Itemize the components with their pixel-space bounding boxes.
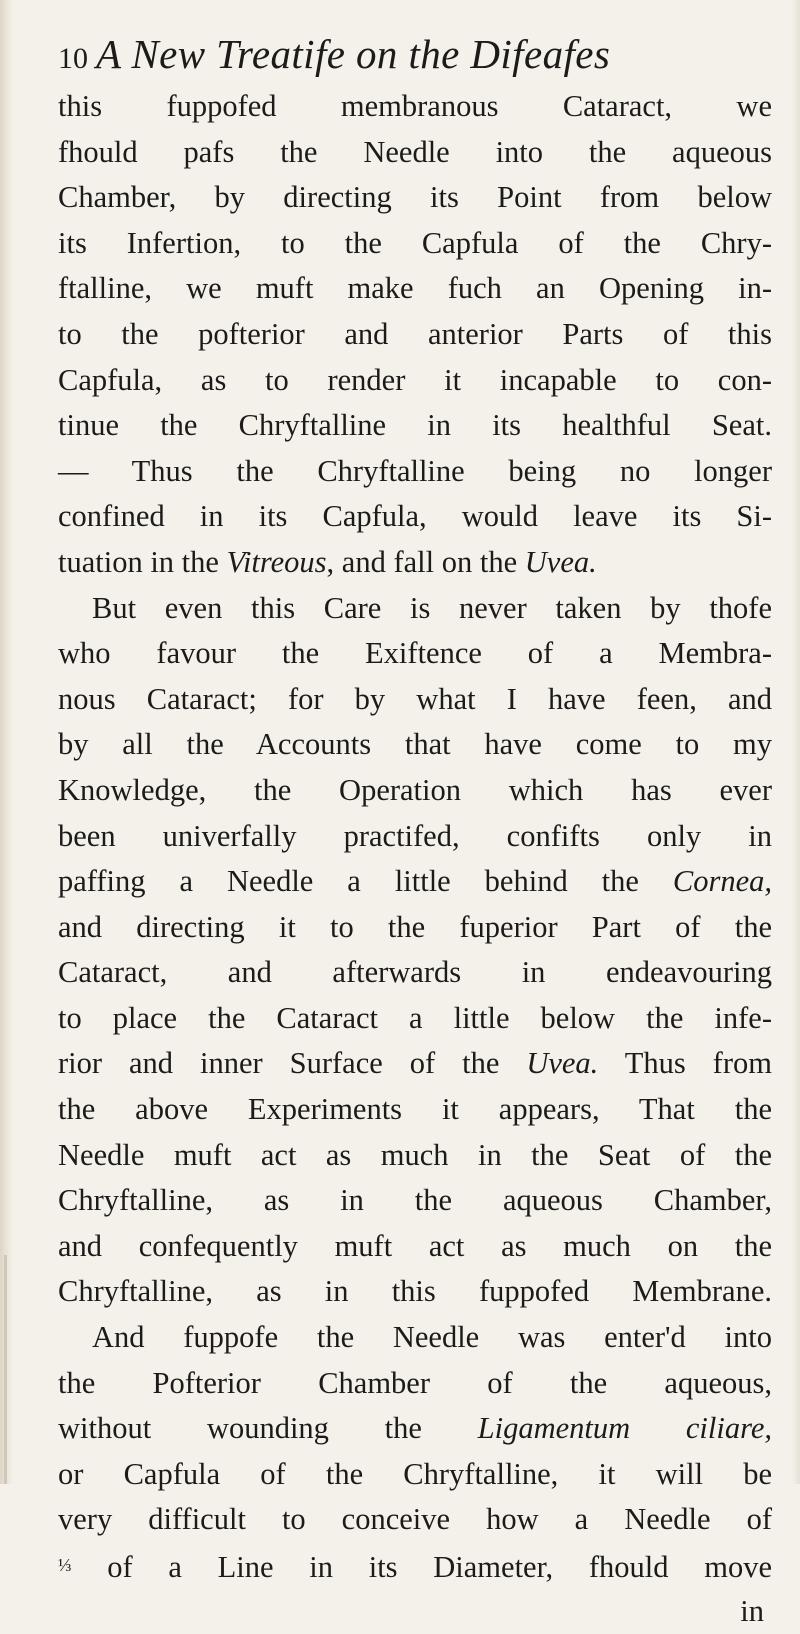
text-run: Chryftalline, as in this fuppofed Membrane. — [58, 1274, 772, 1309]
text-run: its Infertion, to the Capfula of the Chry- — [58, 225, 772, 260]
text-line — [58, 1452, 772, 1498]
text-run: who favour the Exiftence of a Membra- — [58, 636, 772, 671]
text-line — [58, 266, 772, 312]
text-line — [58, 403, 772, 449]
text-line — [58, 814, 772, 860]
text-run: Thus from — [598, 1046, 772, 1081]
text-line — [58, 996, 772, 1042]
text-run: to the pofterior and anterior Parts of this — [58, 316, 772, 351]
text-run: the Pofterior Chamber of the aqueous, — [58, 1365, 772, 1400]
text-line — [58, 1224, 772, 1270]
text-run: tinue the Chryftalline in its healthful Seat. — [58, 408, 772, 443]
text-line — [58, 950, 772, 996]
text-line — [58, 1361, 772, 1407]
text-line — [58, 221, 772, 267]
text-run: or Capfula of the Chryftalline, it will be — [58, 1456, 772, 1491]
text-run: And fuppofe the Needle was enter'd into — [92, 1320, 772, 1355]
text-line — [58, 312, 772, 358]
text-run: Chryftalline, as in the aqueous Chamber, — [58, 1183, 772, 1218]
running-title: A New Treatife on the Difeafes — [96, 31, 611, 77]
text-run: and directing it to the fuperior Part of the — [58, 909, 772, 944]
text-line — [58, 1497, 772, 1543]
italic-term: Uvea. — [524, 544, 597, 579]
text-line — [58, 586, 772, 632]
text-line — [58, 631, 772, 677]
text-run: Knowledge, the Operation which has ever — [58, 772, 772, 807]
text-run: the above Experiments it appears, That the — [58, 1092, 772, 1127]
text-line — [58, 175, 772, 221]
catchword: in — [740, 1593, 764, 1628]
text-run: Cataract, and afterwards in endeavouring — [58, 955, 772, 990]
text-run: without wounding the — [58, 1411, 478, 1446]
text-line — [58, 677, 772, 723]
text-line — [58, 1315, 772, 1361]
text-line — [58, 722, 772, 768]
text-line — [58, 358, 772, 404]
text-line — [58, 84, 772, 130]
text-line — [58, 449, 772, 495]
text-line — [58, 494, 772, 540]
text-run: — Thus the Chryftalline being no longer — [58, 453, 772, 488]
text-run: by all the Accounts that have come to my — [58, 727, 772, 762]
text-run: ftalline, we muft make fuch an Opening in- — [58, 271, 772, 306]
text-run: nous Cataract; for by what I have feen, and — [58, 681, 772, 716]
text-line — [58, 859, 772, 905]
text-run: paffing a Needle a little behind the — [58, 864, 673, 899]
text-line — [58, 1543, 772, 1589]
text-line — [58, 1041, 772, 1087]
body-text — [58, 84, 772, 1634]
italic-term: Ligamentum ciliare, — [477, 1411, 772, 1446]
page-gutter-shadow — [0, 0, 14, 1484]
italic-term: Vitreous — [226, 544, 327, 579]
italic-term: Cornea, — [672, 864, 772, 899]
text-run: confined in its Capfula, would leave its Si- — [58, 499, 772, 534]
text-line — [58, 1133, 772, 1179]
text-run: this fuppofed membranous Cataract, we — [58, 89, 772, 123]
italic-term: Uvea. — [526, 1046, 599, 1081]
running-header — [58, 30, 758, 90]
text-run: been univerfally practifed, confifts only in — [58, 818, 772, 853]
text-line — [58, 905, 772, 951]
text-line — [58, 1178, 772, 1224]
text-run: to place the Cataract a little below the infe- — [58, 1000, 772, 1035]
text-run: fhould pafs the Needle into the aqueous — [58, 134, 772, 169]
text-line — [58, 1406, 772, 1452]
text-run: and confequently muft act as much on the — [58, 1228, 772, 1263]
text-run: Needle muft act as much in the Seat of the — [58, 1137, 772, 1172]
text-run: But even this Care is never taken by thofe — [92, 590, 772, 625]
text-line — [58, 130, 772, 176]
text-line — [58, 768, 772, 814]
page-number: 10 — [58, 42, 88, 75]
text-run: rior and inner Surface of the — [58, 1046, 527, 1081]
text-run: tuation in the — [58, 544, 227, 579]
text-run: Chamber, by directing its Point from below — [58, 180, 772, 215]
text-line — [58, 1087, 772, 1133]
text-line — [58, 1269, 772, 1315]
text-run: Capfula, as to render it incapable to con- — [58, 362, 772, 397]
text-line — [58, 540, 772, 586]
text-run: very difficult to conceive how a Needle of — [58, 1502, 772, 1537]
text-run: , and fall on the — [326, 544, 525, 579]
fraction: ⅓ — [58, 1555, 72, 1575]
margin-ink-mark — [4, 1255, 7, 1484]
text-run: of a Line in its Diameter, fhould move — [71, 1550, 772, 1584]
page-edge-shadow — [792, 0, 800, 1484]
